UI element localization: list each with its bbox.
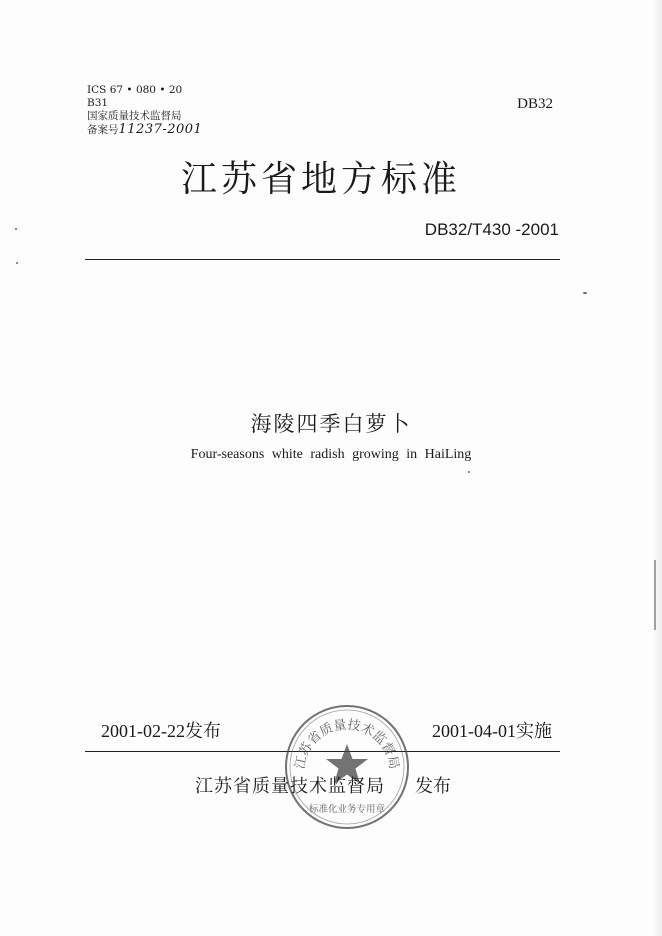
scan-edge-mark (654, 560, 656, 630)
document-title-en: Four-seasons white radish growing in HaiLing (190, 447, 472, 462)
category-code: B31 (87, 97, 109, 109)
document-title-cn: 海陵四季白萝卜 (250, 412, 412, 436)
filing-authority: 国家质量技术监督局 (87, 110, 182, 122)
implementation-date: 2001-04-01实施 (432, 721, 552, 741)
filing-record (87, 123, 202, 137)
scan-speck (468, 471, 470, 473)
scan-speck (583, 292, 587, 294)
standard-series-title: 江苏省地方标准 (181, 159, 462, 200)
issuing-authority: 江苏省质量技术监督局 (195, 776, 385, 797)
ics-code: ICS 67 • 080 • 20 (87, 84, 183, 96)
standard-number: DB32/T430 -2001 (424, 220, 559, 239)
scan-speck (15, 228, 17, 230)
scan-edge-shadow (652, 0, 662, 936)
official-seal (282, 702, 412, 832)
issue-label: 发布 (415, 776, 451, 797)
filing-label: 备案号 (87, 124, 119, 136)
seal-bottom-text: 标准化业务专用章 (308, 804, 386, 815)
header-rule (85, 259, 560, 260)
filing-number: 11237-2001 (118, 122, 203, 137)
classification-block (87, 84, 202, 137)
scan-speck (16, 262, 18, 264)
seal-top-text: 江苏省质量技术监督局 (292, 717, 402, 771)
db-code: DB32 (517, 96, 553, 112)
issue-date: 2001-02-22发布 (101, 721, 221, 741)
